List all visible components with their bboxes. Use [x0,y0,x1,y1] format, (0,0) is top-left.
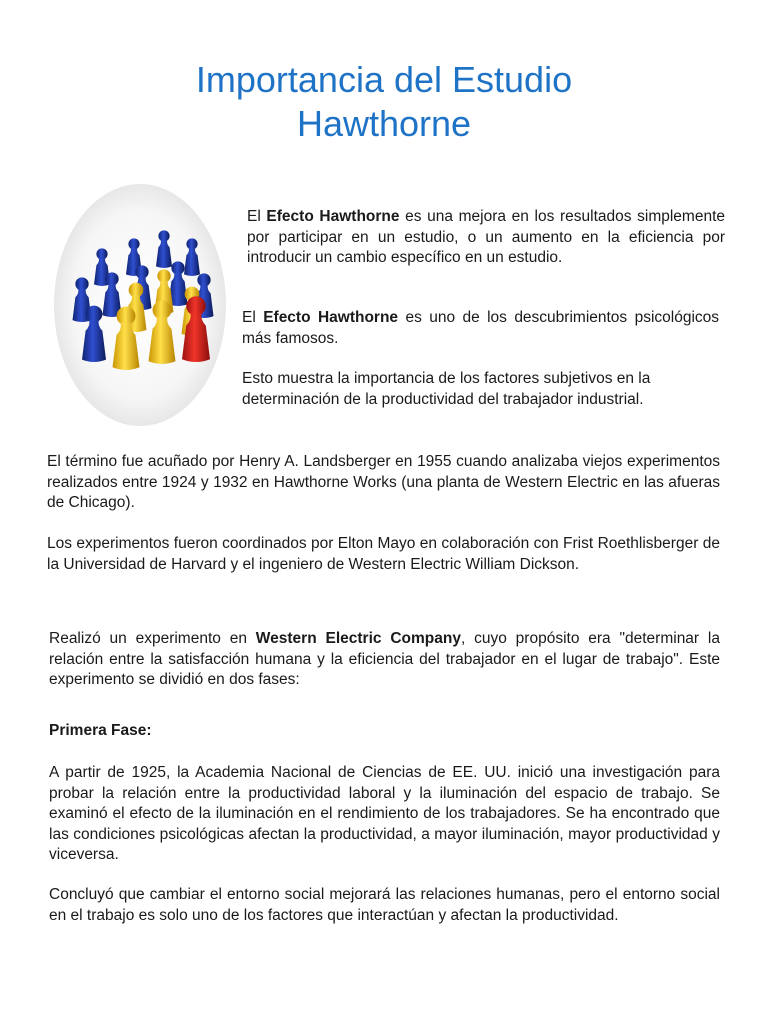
text: El [242,309,264,326]
text: , cuyo propósito era "determinar la relación entre la satisfacción humana y la eficiencia del trabajador en el lugar de trabajo". Este experimento se dividió en dos fases: [49,630,720,688]
section-heading-primera-fase: Primera Fase: [49,722,152,739]
paragraph-landsberger: El término fue acuñado por Henry A. Landsberger en 1955 cuando analizaba viejos experimentos realizados entre 1924 y 1932 en Hawthorne Works (una planta de Western Electric en las afueras de Chicago). [47,453,720,511]
bold-term: Efecto Hawthorne [266,208,400,225]
bold-term: Western Electric Company [255,630,461,647]
text: es una mejora en los resultados simplemente por participar en un estudio, o un aumento en la eficiencia por introducir un cambio específico en un estudio. [247,208,725,266]
text: El [247,208,267,225]
text: Realizó un experimento en [49,630,256,647]
game-pieces-illustration [54,184,226,426]
title-line-2: Hawthorne [296,103,472,144]
text: es uno de los descubrimientos psicológicos más famosos. [242,309,720,347]
paragraph-famous-discovery [242,308,719,349]
title-line-1: Importancia del Estudio [195,59,573,100]
paragraph-conclusion: Concluyó que cambiar el entorno social mejorará las relaciones humanas, pero el entorno social en el trabajo es solo uno de los factores que interactúan y afectan la productividad. [49,886,720,924]
paragraph-elton-mayo: Los experimentos fueron coordinados por Elton Mayo en colaboración con Frist Roethlisberger de la Universidad de Harvard y el ingeniero de Western Electric William Dickson. [47,535,720,573]
bold-term: Efecto Hawthorne [263,309,399,326]
paragraph-primera-fase: A partir de 1925, la Academia Nacional de Ciencias de EE. UU. inició una investigación para probar la relación entre la productividad laboral y la iluminación del espacio de trabajo. Se examinó el efecto de la iluminación en el rendimiento de los trabajadores. Se ha encontrado que las condiciones psicológicas afectan la productividad, a mayor iluminación, mayor productividad y viceversa. [49,764,720,863]
paragraph-hawthorne-definition [247,207,725,269]
paragraph-subjective-factors: Esto muestra la importancia de los factores subjetivos en la determinación de la productividad del trabajador industrial. [242,370,651,408]
game-pieces-icon [54,184,226,426]
page-title [0,58,768,146]
paragraph-western-electric [49,629,720,691]
